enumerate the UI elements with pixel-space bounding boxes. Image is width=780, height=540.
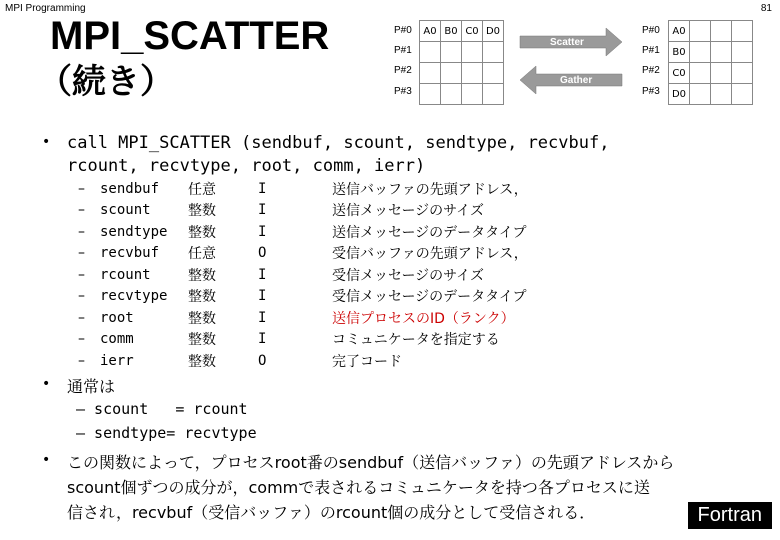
grid-cell xyxy=(462,63,483,84)
grid-cell xyxy=(690,21,711,42)
grid-cell xyxy=(732,84,753,105)
param-name: comm xyxy=(100,331,134,348)
grid-cell xyxy=(483,63,504,84)
grid-cell xyxy=(711,63,732,84)
grid-cell xyxy=(690,84,711,105)
param-name: scount xyxy=(100,202,151,219)
call-signature-line2: rcount, recvtype, root, comm, ierr) xyxy=(67,156,426,176)
param-name: ierr xyxy=(100,352,134,369)
parameter-table xyxy=(78,178,528,372)
grid-cell xyxy=(441,84,462,105)
page-title-cont: （続き） xyxy=(38,62,174,102)
grid-cell: B0 xyxy=(441,21,462,42)
description-line2: scount個ずつの成分が，commで表されるコミュニケータを持つ各プロセスに送 xyxy=(67,478,650,497)
param-io: O xyxy=(258,352,267,369)
param-type: 整数 xyxy=(188,267,216,284)
description-line3: 信され，recvbuf（受信バッファ）のrcount個の成分として受信される． xyxy=(67,503,596,522)
param-io: I xyxy=(258,266,267,283)
left-proc-label: P#2 xyxy=(394,65,412,76)
left-proc-label: P#3 xyxy=(394,86,412,97)
header-course-label: MPI Programming xyxy=(5,3,86,14)
param-name: recvbuf xyxy=(100,245,160,262)
normal-label: 通常は xyxy=(67,377,116,396)
param-row xyxy=(78,286,528,308)
param-io: I xyxy=(258,180,267,197)
grid-cell: A0 xyxy=(420,21,441,42)
param-io: I xyxy=(258,309,267,326)
param-type: 整数 xyxy=(188,224,216,241)
grid-cell: C0 xyxy=(669,63,690,84)
grid-cell xyxy=(420,84,441,105)
scatter-gather-arrows xyxy=(516,24,626,104)
grid-cell xyxy=(483,42,504,63)
description-line1: この関数によって，プロセスroot番のsendbuf（送信バッファ）の先頭アドレスから xyxy=(67,453,675,472)
dash-icon: – xyxy=(78,223,85,240)
right-proc-label: P#1 xyxy=(642,45,660,56)
right-proc-label: P#0 xyxy=(642,25,660,36)
scatter-label: Scatter xyxy=(550,37,584,48)
param-desc: 送信メッセージのサイズ xyxy=(332,203,485,220)
param-name: rcount xyxy=(100,266,151,283)
param-name: sendbuf xyxy=(100,180,160,197)
grid-cell xyxy=(483,84,504,105)
grid-cell xyxy=(690,42,711,63)
param-row xyxy=(78,329,528,351)
dash-icon: – xyxy=(78,288,85,305)
grid-cell xyxy=(441,63,462,84)
param-row xyxy=(78,264,528,286)
grid-cell: C0 xyxy=(462,21,483,42)
param-desc: 送信メッセージのデータタイプ xyxy=(332,224,527,241)
dash-icon: – xyxy=(78,180,85,197)
param-desc: コミュニケータを指定する xyxy=(332,332,500,349)
page-title: MPI_SCATTER xyxy=(50,14,330,58)
param-row xyxy=(78,350,528,372)
grid-cell: D0 xyxy=(483,21,504,42)
dash-icon: – xyxy=(78,352,85,369)
dash-icon: – xyxy=(78,266,85,283)
grid-cell xyxy=(711,42,732,63)
param-name: root xyxy=(100,309,134,326)
left-buffer-grid xyxy=(419,20,504,105)
param-io: O xyxy=(258,245,267,262)
dash-icon: – xyxy=(78,245,85,262)
param-type: 整数 xyxy=(188,332,216,349)
param-desc: 受信バッファの先頭アドレス， xyxy=(332,246,528,263)
param-row xyxy=(78,243,528,265)
right-proc-label: P#3 xyxy=(642,86,660,97)
grid-cell xyxy=(732,63,753,84)
grid-cell xyxy=(462,84,483,105)
grid-cell xyxy=(420,63,441,84)
param-io: I xyxy=(258,202,267,219)
param-row xyxy=(78,221,528,243)
param-type: 任意 xyxy=(188,181,216,198)
param-type: 整数 xyxy=(188,289,216,306)
grid-cell: A0 xyxy=(669,21,690,42)
bullet-icon: • xyxy=(42,452,51,468)
bullet-icon: • xyxy=(42,134,51,150)
param-row xyxy=(78,178,528,200)
call-signature-line1: call MPI_SCATTER (sendbuf, scount, sendtype, recvbuf, xyxy=(67,133,610,153)
param-type: 任意 xyxy=(188,246,216,263)
param-io: I xyxy=(258,223,267,240)
param-desc: 受信メッセージのサイズ xyxy=(332,267,485,284)
dash-icon: – xyxy=(78,331,85,348)
param-type: 整数 xyxy=(188,203,216,220)
gather-label: Gather xyxy=(560,75,593,86)
param-type: 整数 xyxy=(188,353,216,370)
bullet-icon: • xyxy=(42,376,51,392)
param-row xyxy=(78,200,528,222)
grid-cell xyxy=(441,42,462,63)
fortran-badge: Fortran xyxy=(688,502,772,529)
grid-cell: D0 xyxy=(669,84,690,105)
grid-cell xyxy=(690,63,711,84)
left-proc-label: P#1 xyxy=(394,45,412,56)
param-desc: 送信プロセスのID（ランク） xyxy=(332,310,515,327)
param-type: 整数 xyxy=(188,310,216,327)
grid-cell xyxy=(711,21,732,42)
right-proc-label: P#2 xyxy=(642,65,660,76)
param-desc: 受信メッセージのデータタイプ xyxy=(332,289,527,306)
grid-cell xyxy=(462,42,483,63)
right-buffer-grid xyxy=(668,20,753,105)
dash-icon: – xyxy=(78,309,85,326)
param-row xyxy=(78,307,528,329)
normal-rule-1: – scount = rcount xyxy=(76,400,248,418)
param-desc: 完了コード xyxy=(332,353,402,370)
dash-icon: – xyxy=(78,202,85,219)
param-io: I xyxy=(258,288,267,305)
grid-cell xyxy=(732,42,753,63)
left-proc-label: P#0 xyxy=(394,25,412,36)
param-desc: 送信バッファの先頭アドレス， xyxy=(332,181,528,198)
param-io: I xyxy=(258,331,267,348)
scatter-gather-diagram xyxy=(388,20,773,106)
param-name: recvtype xyxy=(100,288,168,305)
grid-cell xyxy=(711,84,732,105)
page-number: 81 xyxy=(760,3,772,14)
grid-cell xyxy=(420,42,441,63)
grid-cell: B0 xyxy=(669,42,690,63)
normal-rule-2: – sendtype= recvtype xyxy=(76,424,257,442)
param-name: sendtype xyxy=(100,223,168,240)
grid-cell xyxy=(732,21,753,42)
